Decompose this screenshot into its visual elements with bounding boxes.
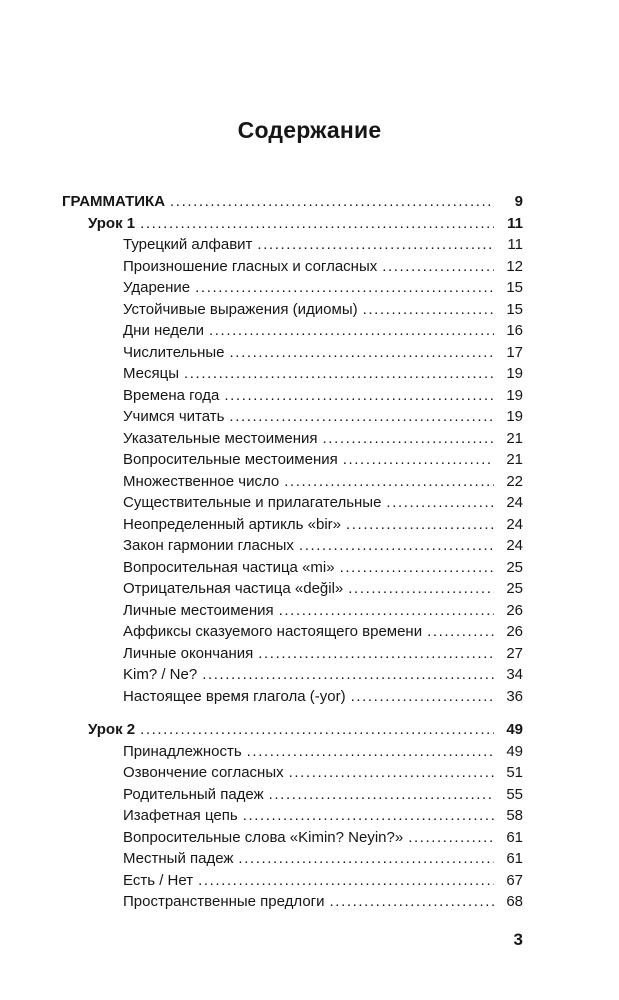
- toc-entry-label: Месяцы: [123, 365, 180, 382]
- toc-entry-page: 19: [506, 408, 523, 425]
- toc-entry-page: 49: [506, 742, 523, 760]
- toc-dot-leader: [258, 643, 494, 665]
- toc-entry: [62, 406, 523, 428]
- toc-entry: [62, 363, 523, 385]
- toc-entry-label: Вопросительные местоимения: [123, 451, 338, 468]
- toc-entry-label: Отрицательная частица «değil»: [123, 580, 344, 597]
- toc-entry-page: 19: [506, 365, 523, 382]
- toc-entry-page: 12: [506, 257, 523, 275]
- toc-entry-label: Настоящее время глагола (-yor): [123, 687, 346, 705]
- toc-dot-leader: [195, 277, 494, 299]
- toc-dot-leader: [340, 557, 494, 579]
- toc-entry-label: Урок 2: [88, 721, 136, 738]
- toc-entry: [62, 342, 523, 364]
- toc-dot-leader: [140, 213, 494, 235]
- toc-entry-page: 55: [506, 785, 523, 803]
- toc-entry-page: 24: [506, 537, 523, 554]
- toc-dot-leader: [323, 428, 494, 450]
- toc-entry-label: Учимся читать: [123, 408, 225, 425]
- toc-entry-page: 24: [506, 515, 523, 533]
- toc-entry-label: Личные местоимения: [123, 601, 274, 619]
- toc-dot-leader: [289, 762, 494, 784]
- toc-entry-label: Неопределенный артикль «bir»: [123, 515, 342, 533]
- toc-entry-page: 36: [506, 687, 523, 705]
- toc-entry-page: 51: [506, 764, 523, 781]
- toc-entry: [62, 471, 523, 493]
- toc-entry: [62, 805, 523, 827]
- toc-entry-page: 25: [506, 580, 523, 597]
- toc-entry-page: 27: [506, 644, 523, 662]
- toc-entry-label: Урок 1: [88, 214, 136, 232]
- toc-entry-page: 15: [506, 300, 523, 318]
- toc-entry: [62, 514, 523, 536]
- toc-entry: [62, 600, 523, 622]
- toc-entry-label: Личные окончания: [123, 644, 254, 662]
- toc-dot-leader: [346, 514, 494, 536]
- toc-entry: [62, 277, 523, 299]
- toc-entry: [62, 827, 523, 849]
- toc-entry: [62, 535, 523, 557]
- toc-entry: [62, 784, 523, 806]
- toc-entry: [62, 213, 523, 235]
- toc-entry-page: 67: [506, 871, 523, 889]
- toc-entry-page: 21: [506, 429, 523, 447]
- toc-dot-leader: [198, 870, 494, 892]
- toc-entry-label: Есть / Нет: [123, 871, 194, 889]
- toc-entry-page: 17: [506, 343, 523, 361]
- toc-entry: [62, 492, 523, 514]
- toc-entry: [62, 578, 523, 600]
- toc-dot-leader: [382, 256, 494, 278]
- toc-entry-page: 68: [506, 893, 523, 910]
- toc-entry: [62, 870, 523, 892]
- toc-entry-page: 22: [506, 472, 523, 490]
- toc-entry: [62, 891, 523, 913]
- footer-page-number: 3: [513, 930, 523, 949]
- toc-dot-leader: [351, 686, 494, 708]
- toc-entry-label: Принадлежность: [123, 742, 242, 760]
- toc-entry-page: 25: [506, 558, 523, 576]
- toc-entry: [62, 762, 523, 784]
- toc-entry-label: Закон гармонии гласных: [123, 537, 294, 554]
- toc-entry-page: 49: [506, 721, 523, 738]
- toc-entry-label: Пространственные предлоги: [123, 893, 325, 910]
- toc-dot-leader: [363, 299, 494, 321]
- toc-dot-leader: [408, 827, 494, 849]
- toc-dot-leader: [284, 471, 494, 493]
- toc-entry: [62, 719, 523, 741]
- toc-entry-page: 24: [506, 494, 523, 511]
- toc-entry-label: Вопросительная частица «mi»: [123, 558, 335, 576]
- toc-dot-leader: [170, 191, 494, 213]
- toc-dot-leader: [269, 784, 494, 806]
- toc-entry-page: 61: [506, 828, 523, 846]
- toc-entry: [62, 320, 523, 342]
- toc-entry-page: 21: [506, 451, 523, 468]
- toc-entry-label: Kim? / Ne?: [123, 666, 198, 683]
- toc-entry-label: Изафетная цепь: [123, 807, 238, 824]
- toc-entry-label: Родительный падеж: [123, 785, 264, 803]
- toc-entry-page: 34: [506, 666, 523, 683]
- toc-entry: [62, 848, 523, 870]
- toc-entry-label: Множественное число: [123, 472, 280, 490]
- toc-entry: [62, 741, 523, 763]
- toc-entry-page: 61: [506, 850, 523, 867]
- toc-dot-leader: [238, 848, 494, 870]
- toc-entry: [62, 234, 523, 256]
- toc-entry: [62, 299, 523, 321]
- toc-entry-label: ГРАММАТИКА: [62, 193, 166, 210]
- toc-dot-leader: [257, 234, 494, 256]
- toc-list: [0, 191, 619, 913]
- toc-entry: [62, 191, 523, 213]
- toc-dot-leader: [209, 320, 494, 342]
- toc-entry-page: 26: [506, 623, 523, 640]
- toc-dot-leader: [427, 621, 494, 643]
- toc-entry-page: 26: [506, 601, 523, 619]
- toc-dot-leader: [348, 578, 494, 600]
- toc-entry: [62, 686, 523, 708]
- toc-entry: [62, 428, 523, 450]
- toc-dot-leader: [330, 891, 494, 913]
- toc-dot-leader: [243, 805, 494, 827]
- toc-dot-leader: [184, 363, 494, 385]
- page-title: Содержание: [237, 117, 382, 143]
- toc-entry-label: Существительные и прилагательные: [123, 494, 382, 511]
- toc-dot-leader: [386, 492, 494, 514]
- toc-dot-leader: [247, 741, 494, 763]
- toc-dot-leader: [140, 719, 494, 741]
- toc-entry-page: 58: [506, 807, 523, 824]
- toc-entry-label: Произношение гласных и согласных: [123, 257, 378, 275]
- toc-entry-page: 11: [507, 214, 523, 232]
- toc-entry: [62, 664, 523, 686]
- toc-entry-label: Устойчивые выражения (идиомы): [123, 300, 358, 318]
- toc-entry: [62, 621, 523, 643]
- toc-entry: [62, 643, 523, 665]
- toc-entry-page: 9: [514, 193, 523, 210]
- toc-entry-label: Дни недели: [123, 322, 205, 339]
- toc-entry-label: Ударение: [123, 279, 191, 296]
- toc-entry-label: Указательные местоимения: [123, 429, 318, 447]
- toc-dot-leader: [299, 535, 494, 557]
- toc-dot-leader: [202, 664, 494, 686]
- toc-entry-label: Турецкий алфавит: [123, 236, 253, 253]
- toc-entry: [62, 449, 523, 471]
- toc-entry-label: Числительные: [123, 343, 225, 361]
- toc-dot-leader: [279, 600, 494, 622]
- toc-entry-label: Вопросительные слова «Kimin? Neyin?»: [123, 828, 404, 846]
- toc-dot-leader: [230, 342, 494, 364]
- toc-dot-leader: [229, 406, 494, 428]
- toc-entry-label: Местный падеж: [123, 850, 234, 867]
- toc-entry: [62, 385, 523, 407]
- toc-entry-label: Озвончение согласных: [123, 764, 284, 781]
- toc-entry: [62, 256, 523, 278]
- toc-entry-label: Времена года: [123, 386, 220, 404]
- toc-entry-page: 15: [506, 279, 523, 296]
- toc-dot-leader: [224, 385, 494, 407]
- toc-entry-page: 11: [507, 236, 523, 253]
- toc-entry: [62, 557, 523, 579]
- toc-dot-leader: [343, 449, 494, 471]
- toc-entry-label: Аффиксы сказуемого настоящего времени: [123, 623, 423, 640]
- toc-entry-page: 16: [506, 322, 523, 339]
- toc-entry-page: 19: [506, 386, 523, 404]
